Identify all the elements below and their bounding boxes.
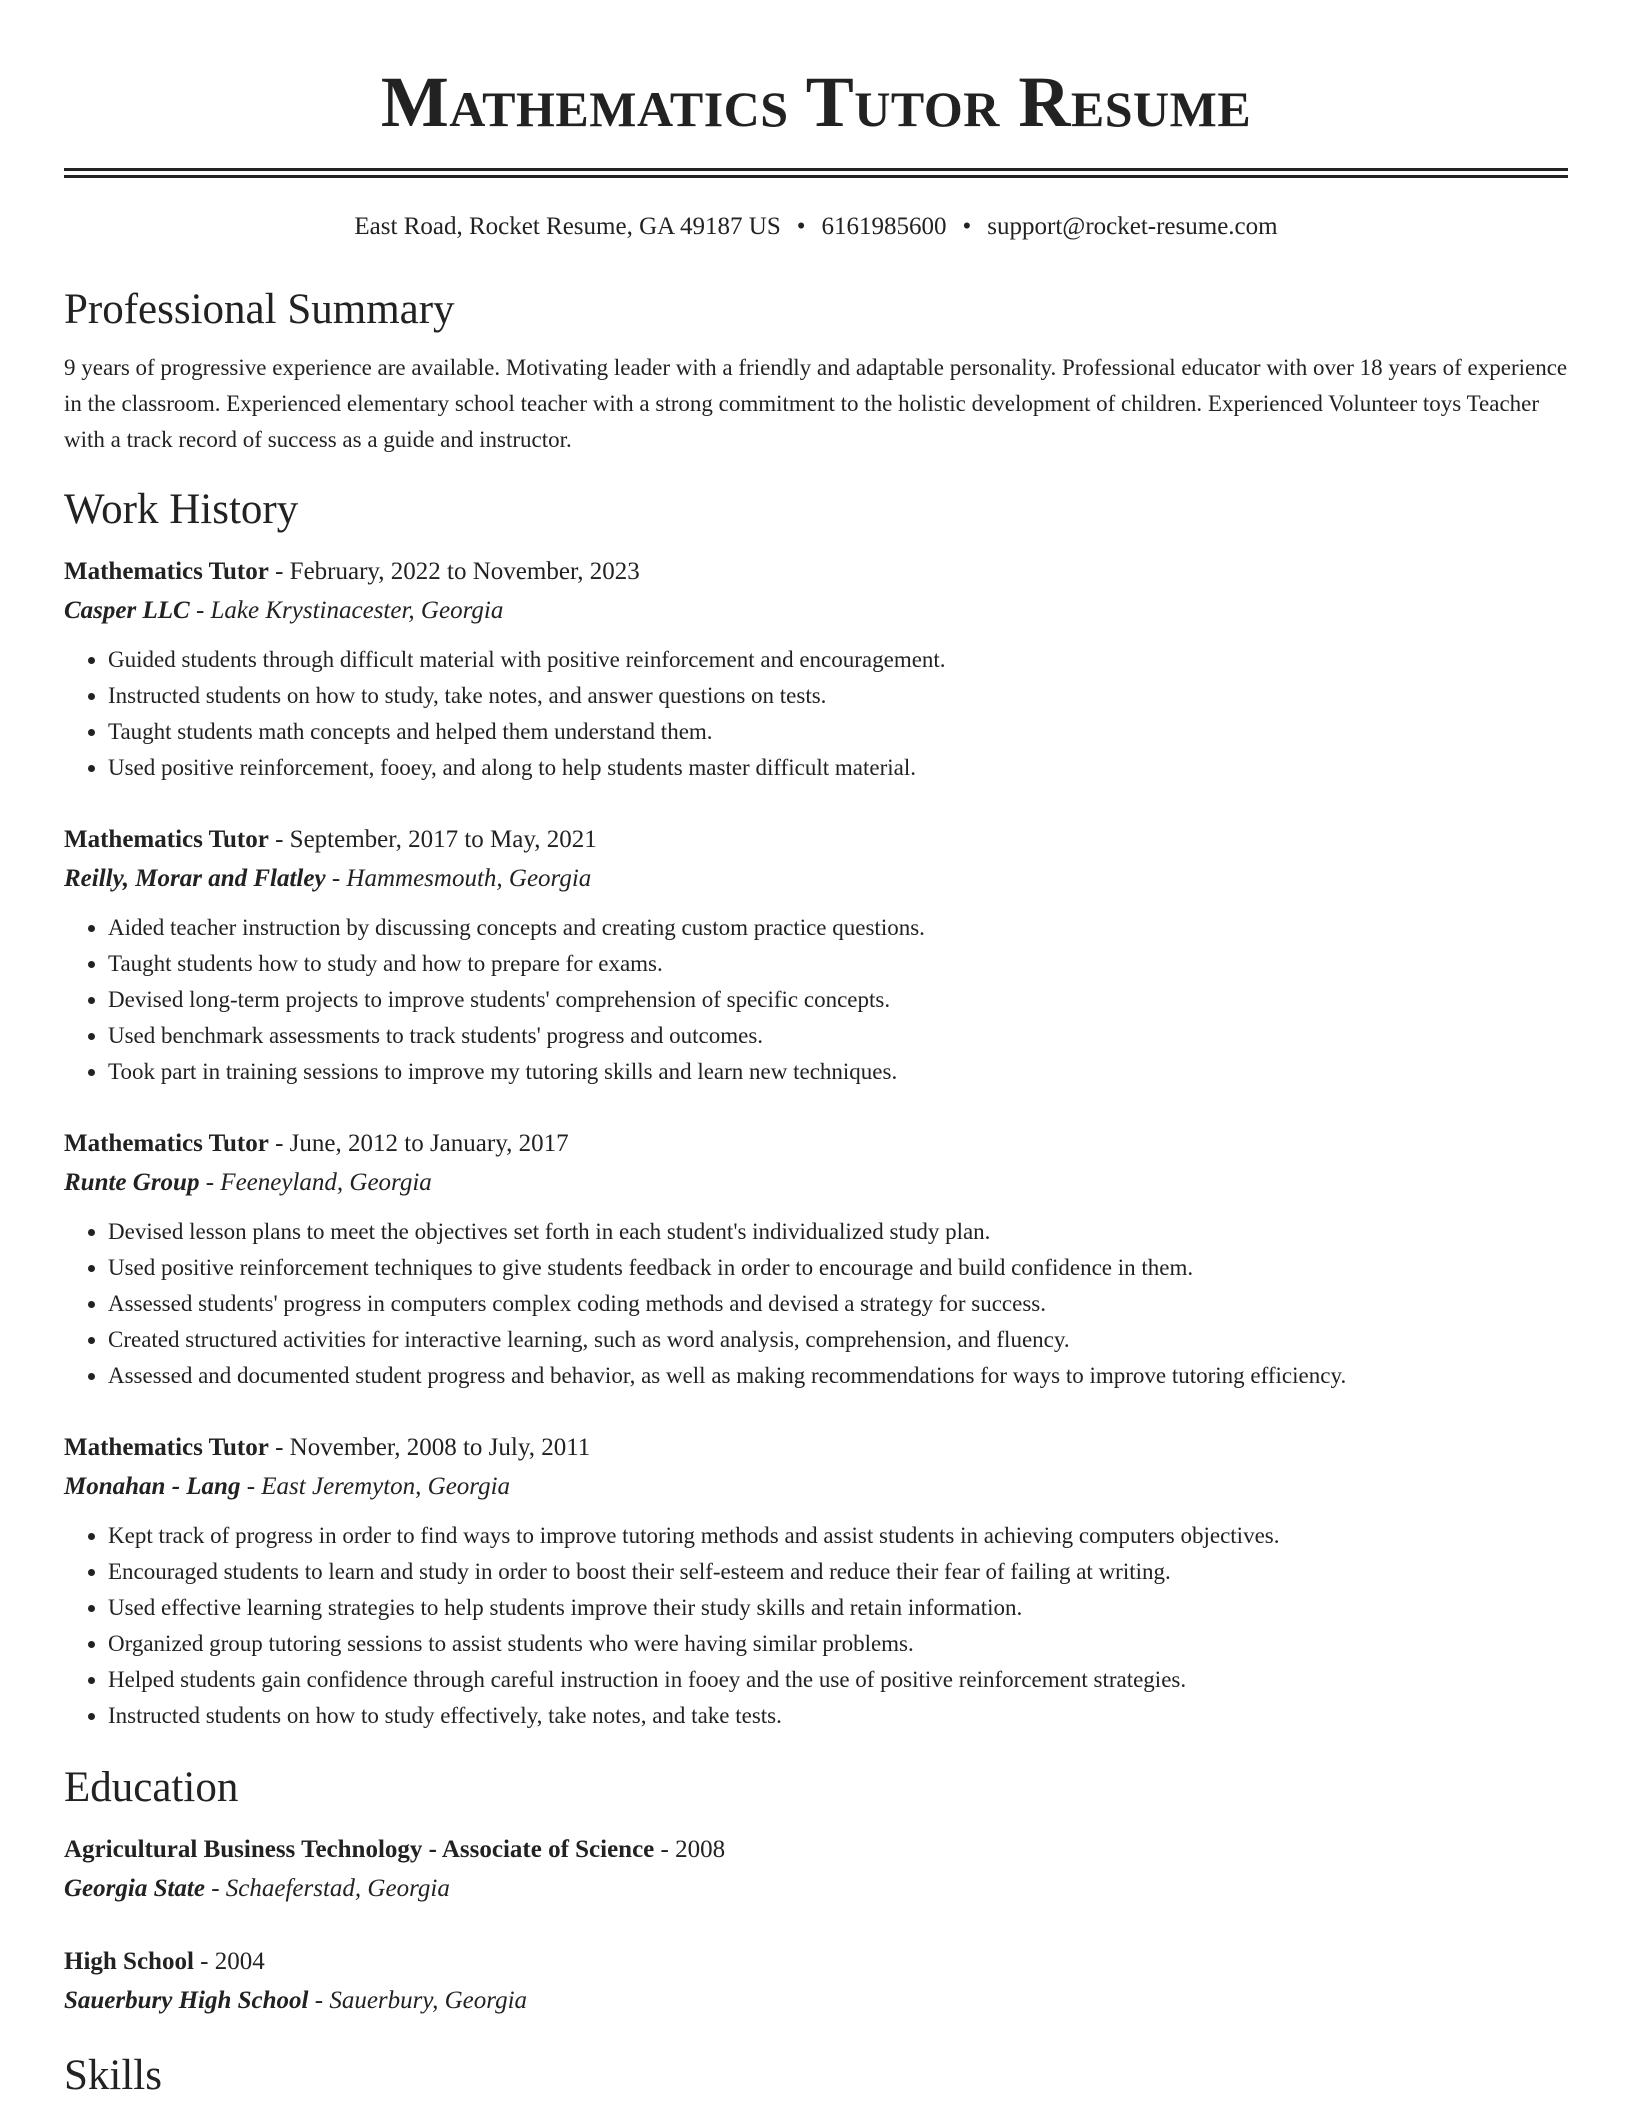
degree-line [64,1830,1568,1869]
degree: Agricultural Business Technology - Associate of Science [64,1836,655,1863]
job-title: Mathematics Tutor [64,826,269,853]
list-item: • Taught students how to study and how to prepare for exams. [108,946,1568,982]
list-item: • Guided students through difficult material with positive reinforcement and encouragement. [108,642,1568,678]
list-item: • Took part in training sessions to improve my tutoring skills and learn new techniques. [108,1054,1568,1090]
contact-separator: • [962,213,972,240]
education-entry [64,1942,1568,2020]
list-item: • Assessed students' progress in computers complex coding methods and devised a strategy for success. [108,1286,1568,1322]
job-company-line [64,1467,1568,1506]
job-company: Runte Group [64,1169,200,1196]
list-item: • Devised lesson plans to meet the objectives set forth in each student's individualized study plan. [108,1214,1568,1250]
job-dates: - June, 2012 to January, 2017 [268,1130,569,1157]
list-item: • Organized group tutoring sessions to assist students who were having similar problems. [108,1626,1568,1662]
list-item: • Created structured activities for interactive learning, such as word analysis, comprehension, and fluency. [108,1322,1568,1358]
job-location: - Hammesmouth, Georgia [325,865,592,892]
job-duties [64,642,1568,786]
list-item: • Taught students math concepts and helped them understand them. [108,714,1568,750]
job-title: Mathematics Tutor [64,1434,269,1461]
job-duties [64,1214,1568,1394]
job-title: Mathematics Tutor [64,1130,269,1157]
list-item: • Used benchmark assessments to track students' progress and outcomes. [108,1018,1568,1054]
school-location: - Sauerbury, Georgia [308,1987,528,2014]
education-heading: Education [64,1764,239,1811]
job-company-line [64,859,1568,898]
degree-line [64,1942,1568,1981]
list-item: • Aided teacher instruction by discussing concepts and creating custom practice questions. [108,910,1568,946]
job-title-line [64,1428,1568,1467]
list-item: • Devised long-term projects to improve students' comprehension of specific concepts. [108,982,1568,1018]
list-item: • Instructed students on how to study effectively, take notes, and take tests. [108,1698,1568,1734]
job-company: Reilly, Morar and Flatley [64,865,326,892]
job-location: - Feeneyland, Georgia [199,1169,432,1196]
job-company: Casper LLC [64,597,190,624]
education-entry [64,1830,1568,1908]
list-item: • Assessed and documented student progress and behavior, as well as making recommendations for ways to improve tutoring efficiency. [108,1358,1568,1394]
summary-text: 9 years of progressive experience are available. Motivating leader with a friendly and adaptable personality. Professional educator with over 18 years of experience in the classroom. Experienced elementary school teacher with a strong commitment to the holistic development of children. Experienced Volunteer toys Teacher with a track record of success as a guide and instructor. [64,355,1568,452]
contact-email: support@rocket-resume.com [987,213,1278,240]
job-company: Monahan - Lang [64,1473,241,1500]
job-entry [64,820,1568,1090]
page-title: Mathematics Tutor Resume [380,62,1252,142]
school-line [64,1981,1568,2020]
job-dates: - September, 2017 to May, 2021 [268,826,597,853]
list-item: • Encouraged students to learn and study in order to boost their self-esteem and reduce their fear of failing at writing. [108,1554,1568,1590]
work-history-heading: Work History [64,486,299,533]
job-title-line [64,552,1568,591]
list-item: • Instructed students on how to study, take notes, and answer questions on tests. [108,678,1568,714]
title-divider [64,168,1568,178]
degree: High School [64,1948,194,1975]
graduation-year: - 2008 [654,1836,726,1863]
contact-phone: 6161985600 [821,213,947,240]
job-location: - Lake Krystinacester, Georgia [189,597,504,624]
job-title-line [64,1124,1568,1163]
job-entry [64,1124,1568,1394]
list-item: • Used positive reinforcement techniques to give students feedback in order to encourage and build confidence in them. [108,1250,1568,1286]
contact-separator: • [796,213,806,240]
contact-address: East Road, Rocket Resume, GA 49187 US [354,213,781,240]
summary-heading: Professional Summary [64,286,455,333]
job-dates: - November, 2008 to July, 2011 [268,1434,591,1461]
job-duties [64,1518,1568,1734]
list-item: • Kept track of progress in order to find ways to improve tutoring methods and assist students in achieving computers objectives. [108,1518,1568,1554]
job-duties [64,910,1568,1090]
school-line [64,1869,1568,1908]
graduation-year: - 2004 [193,1948,265,1975]
list-item: • Used positive reinforcement, fooey, and along to help students master difficult material. [108,750,1568,786]
skills-heading: Skills [64,2052,162,2099]
job-company-line [64,1163,1568,1202]
school: Georgia State [64,1875,205,1902]
job-entry [64,552,1568,786]
job-title: Mathematics Tutor [64,558,269,585]
list-item: • Used effective learning strategies to help students improve their study skills and retain information. [108,1590,1568,1626]
contact-line [64,212,1568,242]
job-title-line [64,820,1568,859]
list-item: • Helped students gain confidence through careful instruction in fooey and the use of positive reinforcement strategies. [108,1662,1568,1698]
school: Sauerbury High School [64,1987,309,2014]
job-dates: - February, 2022 to November, 2023 [268,558,640,585]
job-company-line [64,591,1568,630]
school-location: - Schaeferstad, Georgia [204,1875,450,1902]
job-entry [64,1428,1568,1734]
job-location: - East Jeremyton, Georgia [240,1473,511,1500]
